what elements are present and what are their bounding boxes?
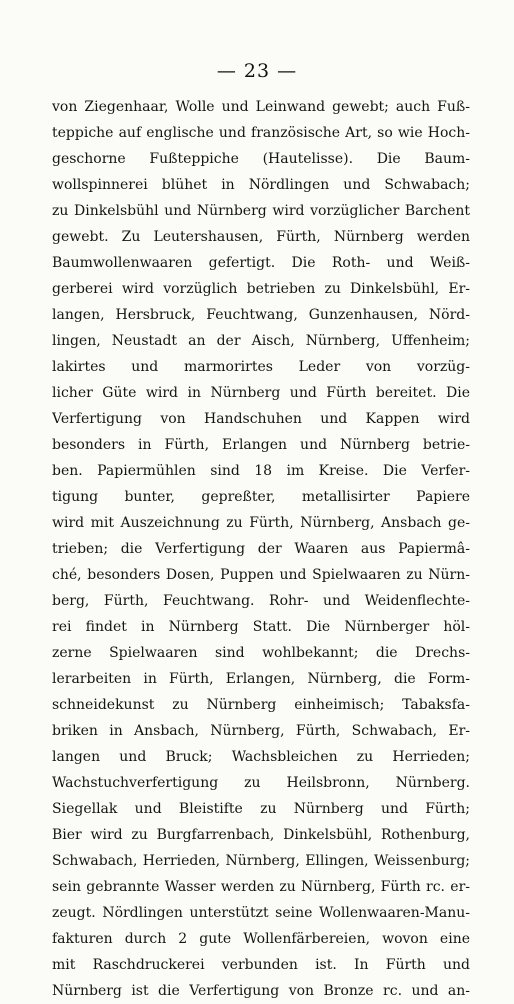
text-line: trieben; die Verfertigung der Waaren aus Papiermâ-: [52, 541, 470, 557]
text-line: Siegellak und Bleistifte zu Nürnberg und Fürth;: [52, 801, 470, 817]
text-line: Bier wird zu Burgfarrenbach, Dinkelsbühl, Rothenburg,: [52, 827, 470, 843]
text-line: langen, Hersbruck, Feuchtwang, Gunzenhausen, Nörd-: [52, 307, 470, 323]
text-line: schneidekunst zu Nürnberg einheimisch; Tabaksfa-: [52, 697, 470, 713]
text-line: teppiche auf englische und französische Art, so wie Hoch-: [52, 125, 470, 141]
text-line: Verfertigung von Handschuhen und Kappen wird: [52, 411, 470, 427]
text-line: tigung bunter, gepreßter, metallisirter Papiere: [52, 489, 470, 505]
text-line: Baumwollenwaaren gefertigt. Die Roth- und Weiß-: [52, 255, 470, 271]
text-line: gewebt. Zu Leutershausen, Fürth, Nürnberg werden: [52, 229, 470, 245]
text-line: zerne Spielwaaren sind wohlbekannt; die Drechs-: [52, 645, 470, 661]
text-line: Schwabach, Herrieden, Nürnberg, Ellingen, Weissenburg;: [52, 853, 470, 869]
text-line: rei findet in Nürnberg Statt. Die Nürnberger höl-: [52, 619, 470, 635]
text-line: lingen, Neustadt an der Aisch, Nürnberg, Uffenheim;: [52, 333, 470, 349]
text-line: ben. Papiermühlen sind 18 im Kreise. Die Verfer-: [52, 463, 470, 479]
text-line: sein gebrannte Wasser werden zu Nürnberg, Fürth rc. er-: [52, 879, 470, 895]
text-line: geschorne Fußteppiche (Hautelisse). Die Baum-: [52, 151, 470, 167]
text-line: wird mit Auszeichnung zu Fürth, Nürnberg, Ansbach ge-: [52, 515, 470, 531]
text-line: ché, besonders Dosen, Puppen und Spielwaaren zu Nürn-: [52, 567, 470, 583]
text-line: Nürnberg ist die Verfertigung von Bronze rc. und an-: [52, 983, 470, 999]
text-line: zu Dinkelsbühl und Nürnberg wird vorzüglicher Barchent: [52, 203, 470, 219]
text-line: lerarbeiten in Fürth, Erlangen, Nürnberg, die Form-: [52, 671, 470, 687]
text-line: besonders in Fürth, Erlangen und Nürnberg betrie-: [52, 437, 470, 453]
text-line: gerberei wird vorzüglich betrieben zu Dinkelsbühl, Er-: [52, 281, 470, 297]
text-line: lakirtes und marmorirtes Leder von vorzüg-: [52, 359, 470, 375]
text-line: Wachstuchverfertigung zu Heilsbronn, Nürnberg.: [52, 775, 470, 791]
text-line: berg, Fürth, Feuchtwang. Rohr- und Weidenflechte-: [52, 593, 470, 609]
text-line: licher Güte wird in Nürnberg und Fürth bereitet. Die: [52, 385, 470, 401]
text-line: langen und Bruck; Wachsbleichen zu Herrieden;: [52, 749, 470, 765]
text-line: von Ziegenhaar, Wolle und Leinwand gewebt; auch Fuß-: [52, 99, 470, 115]
text-line: wollspinnerei blühet in Nördlingen und Schwabach;: [52, 177, 470, 193]
text-line: briken in Ansbach, Nürnberg, Fürth, Schwabach, Er-: [52, 723, 470, 739]
body-text: [52, 94, 470, 1004]
text-line: zeugt. Nördlingen unterstützt seine Wollenwaaren-Manu-: [52, 905, 470, 921]
text-line: fakturen durch 2 gute Wollenfärbereien, wovon eine: [52, 931, 470, 947]
text-line: mit Raschdruckerei verbunden ist. In Fürth und: [52, 957, 470, 973]
page-number: — 23 —: [216, 60, 298, 82]
